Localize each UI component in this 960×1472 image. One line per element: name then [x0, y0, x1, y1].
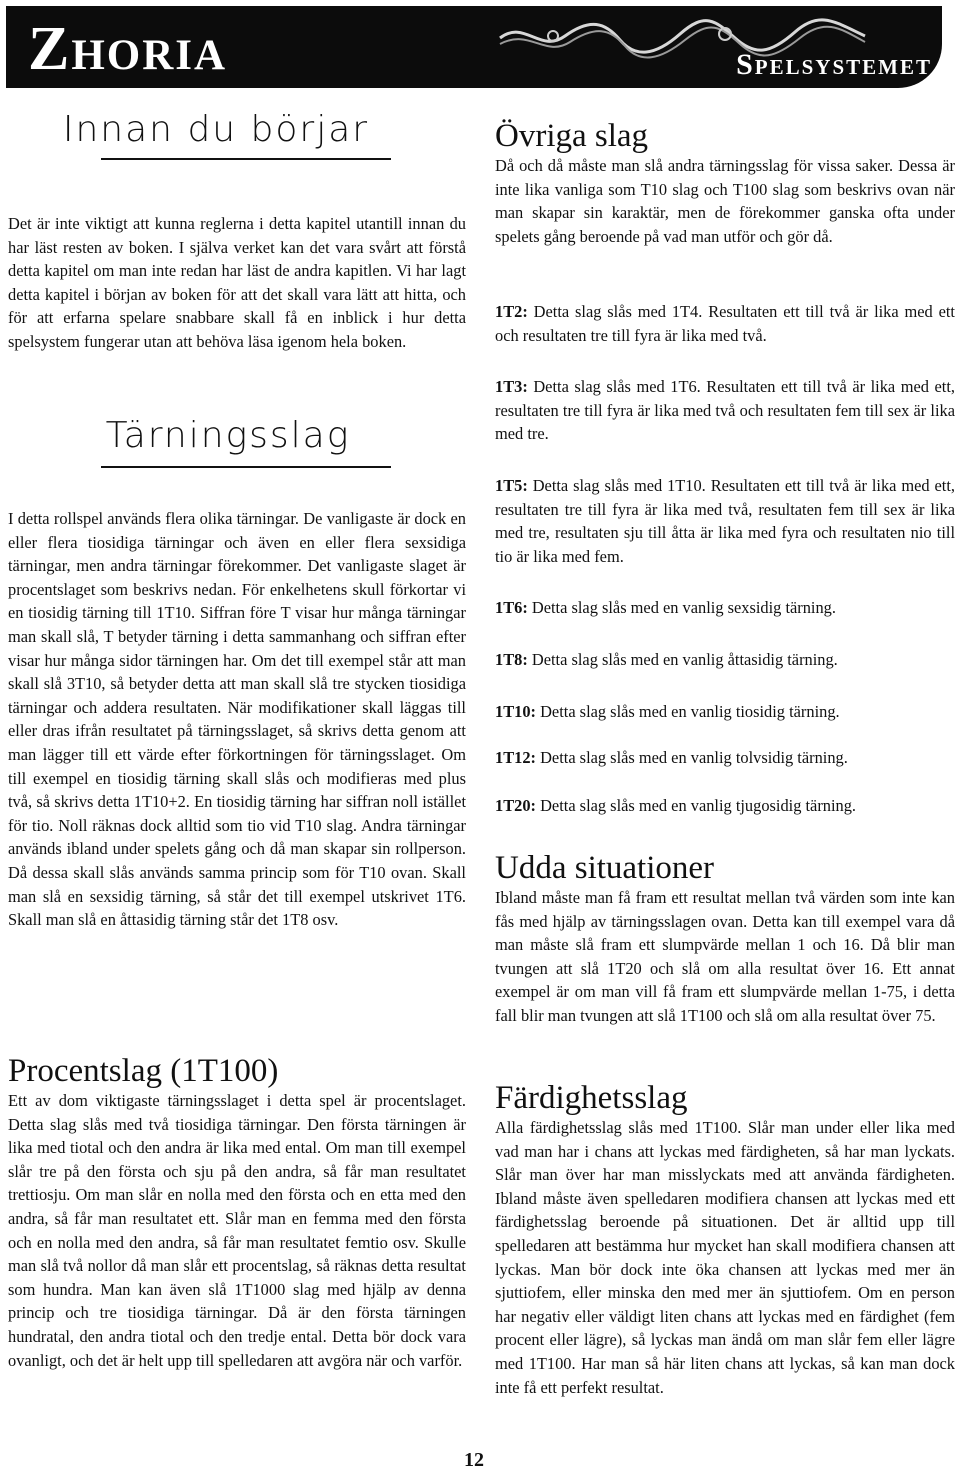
dice-section	[8, 507, 466, 932]
dice-heading: Tärningsslag	[105, 415, 351, 456]
dice-code: 1T12:	[495, 748, 536, 767]
dice-type-1T10	[495, 700, 955, 724]
dice-type-1T3	[495, 375, 955, 446]
dice-heading-block	[8, 415, 466, 468]
percent-paragraph: Ett av dom viktigaste tärningsslaget i detta spel är procentslaget. Detta slag slås med två tiosidiga tärningar. Den första tärningen är lika med tiotal och den andra är lika med ental. Om man till exempel slår tre på den första och sju på den andra, så får man resultatet trettiosju. Om man slår en nolla med den första och en etta med den andra, så får man resultatet ett. Slår man en femma med den första och en nolla med den andra, så får man resultatet femtio osv. Skulle man slå två nollor då man slår ett procentslag, så räknas detta resultat som hundra. Man kan även slå 1T1000 slag med hjälp av denna princip och tre tiosidiga tärningar. Då är den första tärningen hundratal, den andra tiotal och den tredje ental. Detta bör dock vara ovanligt, och det är helt upp till spelledaren att avgöra när och varför.	[8, 1091, 466, 1370]
dice-desc: Detta slag slås med en vanlig sexsidig tärning.	[531, 598, 836, 617]
odd-section	[495, 850, 955, 1028]
other-section	[495, 118, 955, 248]
dice-desc: Detta slag slås med en vanlig åttasidig tärning.	[531, 650, 838, 669]
heading-underline	[101, 158, 391, 160]
other-paragraph: Då och då måste man slå andra tärningsslag för vissa saker. Dessa är inte lika vanliga som T10 slag och T100 slag som beskrivs ovan när man skapar sin karaktär, men de förekommer ganska ofta under spelets gång beroende på vad man utför och gör då.	[495, 156, 955, 246]
left-column	[8, 109, 466, 160]
dice-code: 1T8:	[495, 650, 528, 669]
dice-type-1T6	[495, 596, 955, 620]
dice-type-1T12	[495, 746, 955, 770]
dice-desc: Detta slag slås med 1T4. Resultaten ett till två är lika med ett och resultaten tre till fyra är lika med två.	[495, 302, 955, 345]
dice-code: 1T2:	[495, 302, 528, 321]
dice-code: 1T20:	[495, 796, 536, 815]
dice-code: 1T6:	[495, 598, 528, 617]
intro-heading: Innan du börjar	[62, 109, 370, 150]
heading-underline	[101, 466, 391, 468]
page-number: 12	[464, 1449, 484, 1471]
dice-type-1T2	[495, 300, 955, 347]
dice-code: 1T5:	[495, 476, 528, 495]
dice-desc: Detta slag slås med en vanlig tolvsidig tärning.	[540, 748, 848, 767]
odd-heading: Udda situationer	[495, 850, 715, 886]
other-heading: Övriga slag	[495, 118, 649, 154]
dice-desc: Detta slag slås med 1T6. Resultaten ett till två är lika med ett, resultaten tre till fyra är lika med två och resultaten fem till sex är lika med tre.	[495, 377, 955, 444]
dice-desc: Detta slag slås med 1T10. Resultaten ett till två är lika med ett, resultaten tre till fyra är lika med två, resultaten fem till sex är lika med tre, resultaten sju till åtta är lika med fyra och resultaten nio till tio är lika med fem.	[495, 476, 955, 566]
skill-heading: Färdighetsslag	[495, 1080, 688, 1116]
dice-code: 1T3:	[495, 377, 528, 396]
intro-section	[8, 212, 466, 354]
brand-title: Zhoria	[28, 15, 228, 83]
percent-heading: Procentslag (1T100)	[8, 1053, 279, 1089]
page-header	[0, 0, 960, 100]
dice-paragraph: I detta rollspel används flera olika tärningar. De vanligaste är dock en eller flera tiosidiga tärningar och även en eller flera sexsidiga tärningar, men andra tärningar förekommer. Det vanligaste slaget är procentslaget som beskrivs nedan. För enkelhetens skull förkortar vi en tiosidig tärning till 1T10. Siffran före T visar hur många tärningar man skall slå, T betyder tärning i detta sammanhang och siffran efter visar hur många sidor tärningen har. Om det till exempel står att man skall slå 3T10, så betyder detta att man skall slå tre stycken tiosidiga tärningar och addera resultaten. När modifikationer skall läggas till eller dras ifrån resultatet på tärningsslaget, så skrivs detta genom att man lägger till ett värde efter förkortningen för tärningsslaget. Om till exempel en tiosidig tärning skall slås och modifieras med plus två, så skrivs detta 1T10+2. En tiosidig tärning har siffran noll istället för tio. Noll räknas dock alltid som tio vid T10 slag. Andra tärningar används ibland under spelets gång och då man skapar sin rollperson. Då dessa skall slås används samma princip som för T10 ovan. Skall man slå en sexsidig tärning, så står det till exempel utskrivet 1T6. Skall man slå en åttasidig tärning står det 1T8 osv.	[8, 509, 466, 930]
dice-desc: Detta slag slås med en vanlig tjugosidig tärning.	[540, 796, 857, 815]
dice-code: 1T10:	[495, 702, 536, 721]
intro-paragraph: Det är inte viktigt att kunna reglerna i detta kapitel utantill innan du har läst resten av boken. I själva verket kan det vara svårt att förstå detta kapitel om man inte redan har läst de andra kapitlen. Vi har lagt detta kapitel i början av boken för att det skall vara lätt att hitta, och för att erfarna spelare snabbare skall få en inblick i hur detta spelsystem fungerar utan att behöva läsa igenom hela boken.	[8, 214, 466, 351]
dice-type-1T5	[495, 474, 955, 568]
skill-paragraph: Alla färdighetsslag slås med 1T100. Slår man under eller lika med vad man har i chans att lyckas med färdigheten, så har man lyckats. Slår man över har man misslyckats med att använda färdigheten. Ibland måste även spelledaren modifiera chansen att lyckas med ett färdighetsslag beroende på situationen. Det är alltid upp till spelledaren att bestämma hur mycket han skall modifiera chansen att lyckas. Man bör dock inte öka chansen att lyckas med mer än sjuttiofem, eller minska den med mer än sjuttiofem. Om en person har negativ eller väldigt liten chans att lyckas med en färdighet (fem procent eller lägre), så lyckas man ändå om man slår fem eller lägre med 1T100. Har man så här liten chans att lyckas, så kan man dock inte få ett perfekt resultat.	[495, 1118, 955, 1397]
section-title: Spelsystemet	[736, 48, 932, 81]
dice-type-1T8	[495, 648, 955, 672]
dice-desc: Detta slag slås med en vanlig tiosidig tärning.	[540, 702, 840, 721]
skill-section	[495, 1080, 955, 1399]
odd-paragraph: Ibland måste man få fram ett resultat mellan två värden som inte kan fås med hjälp av tärningsslagen ovan. Detta kan till exempel vara då man måste slå fram ett slumpvärde mellan 1 och 16. Då blir man tvungen att slå 1T20 och slå om alla resultat över 16. Ett annat exempel är om man vill få fram ett slumpvärde mellan 1-75, i detta fall blir man tvungen att slå 1T100 och slå om alla resultat över 75.	[495, 888, 955, 1025]
percent-section	[8, 1053, 466, 1372]
dice-type-1T20	[495, 794, 955, 818]
